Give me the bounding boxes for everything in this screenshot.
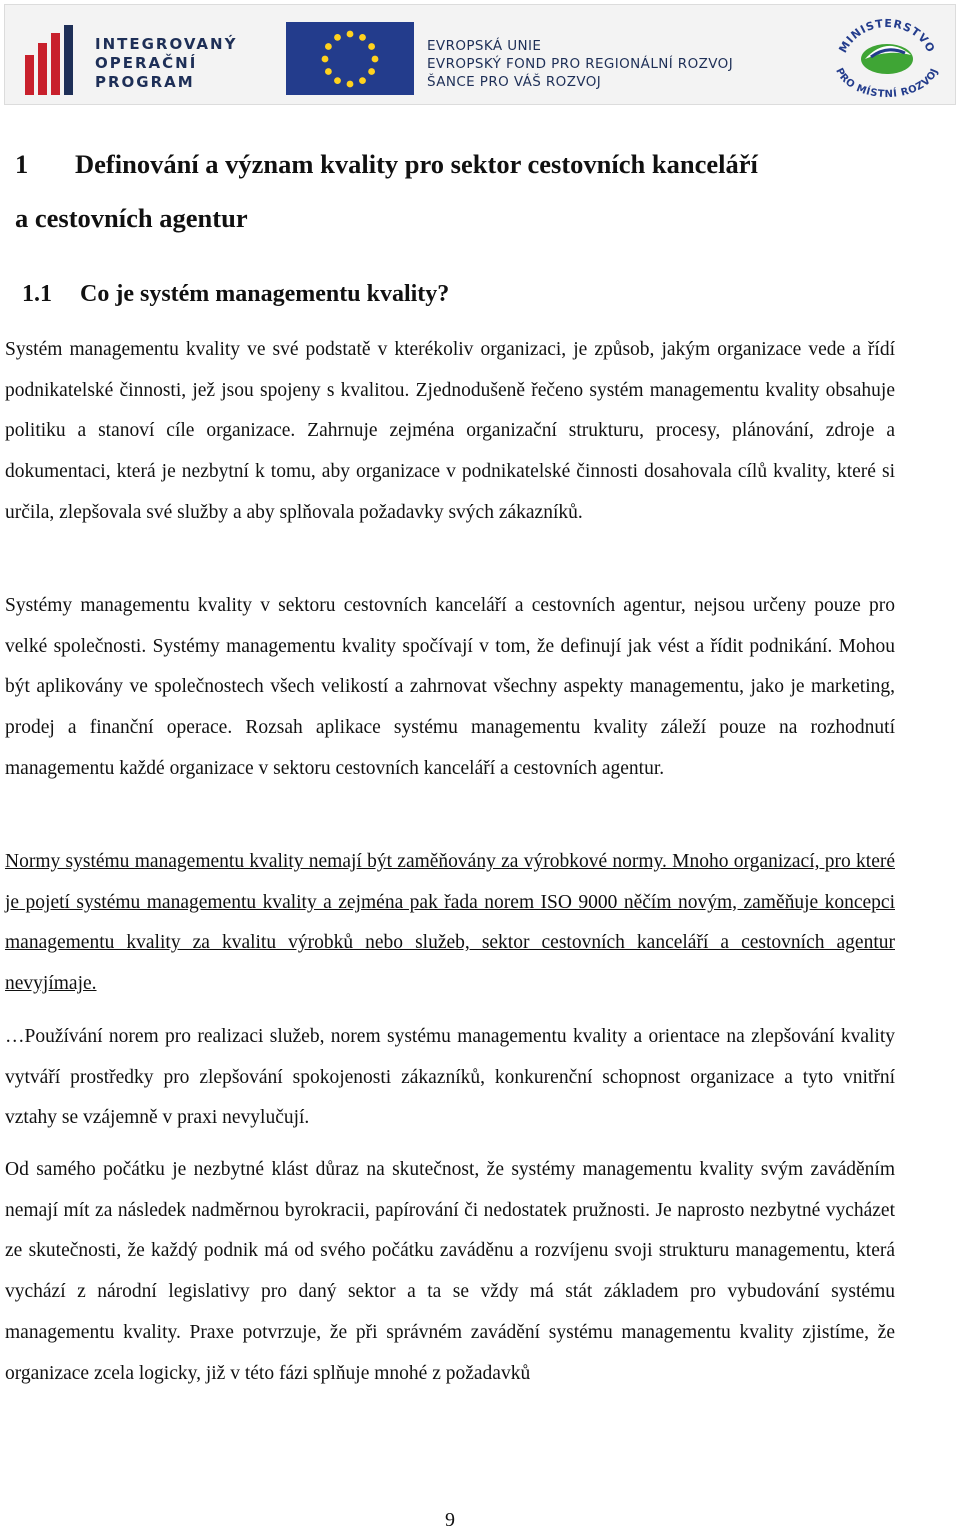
iop-line-1: INTEGROVANÝ	[95, 35, 238, 53]
paragraph-1: Systém managementu kvality ve své podstatě v kterékoliv organizaci, je způsob, jakým organizace vede a řídí podnikatelské činnosti, jež jsou spojeny s kvalitou. Zjednodušeně řečeno systém managementu kvality obsahuje politiku a stanoví cíle organizace. Zahrnuje zejména organizační strukturu, procesy, plánování, zdroje a dokumentaci, která je nezbytní k tomu, aby organizace v podnikatelské činnosti dosahovala cílů kvality, které si určila, zlepšovala své služby a aby splňovala požadavky svých zákazníků.	[5, 339, 895, 523]
section-heading	[22, 278, 449, 310]
chapter-title-line-2: a cestovních agentur	[15, 203, 248, 233]
eu-flag-icon	[286, 22, 414, 95]
chapter-title-line-1: Definování a význam kvality pro sektor cestovních kanceláří	[75, 149, 758, 179]
eu-line-1: EVROPSKÁ UNIE	[427, 38, 542, 54]
paragraph-2: Systémy managementu kvality v sektoru cestovních kanceláří a cestovních agentur, nejsou určeny pouze pro velké společnosti. Systémy managementu kvality spočívají v tom, že definují jak vést a řídit podnikání. Mohou být aplikovány ve společnostech všech velikostí a zahrnovat všechny aspekty managementu, jako je marketing, prodej a finanční operace. Rozsah aplikace systému managementu kvality záleží pouze na rozhodnutí managementu každé organizace v sektoru cestovních kanceláří a cestovních agentur.	[5, 595, 895, 779]
eu-line-3: ŠANCE PRO VÁŠ ROZVOJ	[427, 74, 602, 90]
paragraph-4-quote: …Používání norem pro realizaci služeb, norem systému managementu kvality a orientace na zlepšování kvality vytváří prostředky pro zlepšování spokojenosti zákazníků, konkurenční schopnost organizace a tyto vnitřní vztahy se vzájemně v praxi nevylučují.	[5, 1026, 895, 1129]
ministry-bottom-text: PRO MÍSTNÍ ROZVOJ	[833, 66, 941, 99]
section-number: 1.1	[22, 281, 52, 307]
iop-logo	[21, 25, 271, 95]
ministry-logo	[825, 15, 949, 99]
logo-header	[4, 4, 956, 105]
ministry-top-text: MINISTERSTVO	[836, 16, 938, 56]
iop-line-2: OPERAČNÍ	[95, 54, 198, 72]
chapter-number: 1	[15, 149, 29, 179]
iop-mark-icon	[21, 25, 81, 95]
page-number: 9	[445, 1509, 455, 1531]
eu-line-2: EVROPSKÝ FOND PRO REGIONÁLNÍ ROZVOJ	[427, 56, 734, 72]
iop-wordmark	[95, 35, 237, 92]
eu-caption	[427, 37, 733, 91]
section-title: Co je systém managementu kvality?	[80, 281, 450, 307]
chapter-heading	[15, 137, 935, 245]
iop-line-3: PROGRAM	[95, 73, 195, 91]
paragraph-5: Od samého počátku je nezbytné klást důraz na skutečnost, že systémy managementu kvality svým zaváděním nemají mít za následek nadměrnou byrokracii, papírování či nedostatek pružnosti. Je naprosto nezbytné vycházet ze skutečnosti, že každý podnik má od svého počátku zaváděnu a rozvíjenu svoji strukturu managementu, která vychází z národní legislativy pro daný sektor a ta se vždy má stát základem pro vybudování systému managementu kvality. Praxe potvrzuje, že při správném zavádění systému managementu kvality zjistíme, že organizace zcela logicky, již v této fázi splňuje mnohé z požadavků	[5, 1159, 895, 1384]
paragraph-3-underlined: Normy systému managementu kvality nemají být zaměňovány za výrobkové normy. Mnoho organizací, pro které je pojetí systému managementu kvality a zejména pak řada norem ISO 9000 něčím novým, zaměňuje koncepci managementu kvality za kvalitu výrobků nebo služeb, sektor cestovních kanceláří a cestovních agentur nevyjímaje.	[5, 851, 895, 995]
